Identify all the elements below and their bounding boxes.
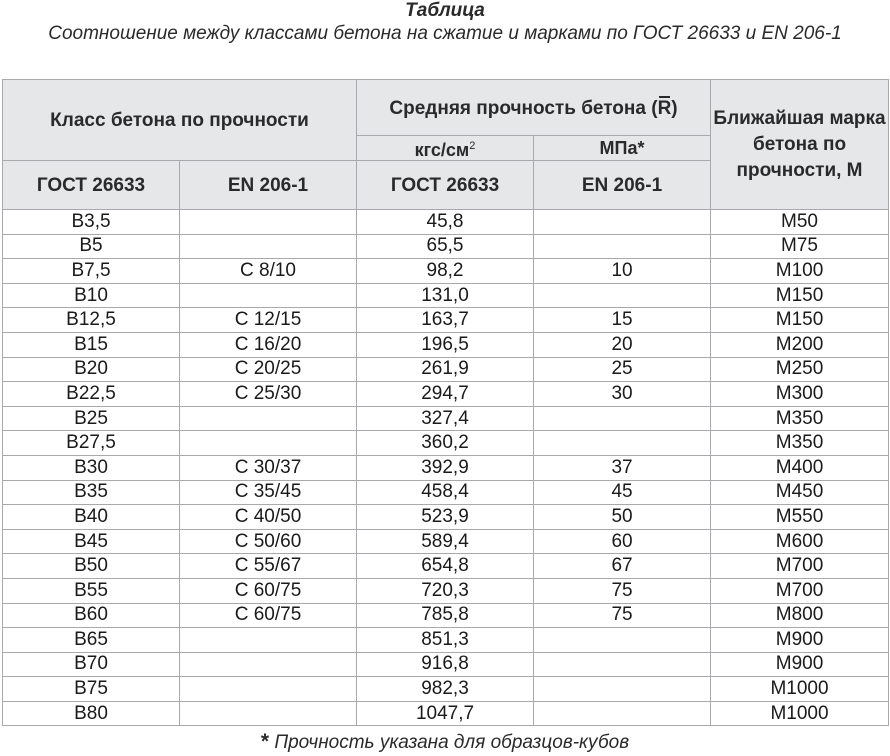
table-row <box>3 308 889 333</box>
header-unit-kgs <box>357 136 534 161</box>
table-header <box>3 80 889 210</box>
cell-mpa: 37 <box>534 455 711 480</box>
cell-en: C 35/45 <box>180 480 357 505</box>
cell-en <box>180 234 357 259</box>
cell-kgs: 294,7 <box>357 382 534 407</box>
cell-mpa: 20 <box>534 332 711 357</box>
cell-mpa <box>534 210 711 235</box>
cell-gost: B65 <box>3 628 180 653</box>
table-body <box>3 210 889 726</box>
cell-kgs: 785,8 <box>357 603 534 628</box>
cell-en <box>180 406 357 431</box>
table-row <box>3 554 889 579</box>
cell-kgs: 196,5 <box>357 332 534 357</box>
cell-gost: B70 <box>3 652 180 677</box>
cell-kgs: 327,4 <box>357 406 534 431</box>
table-row <box>3 628 889 653</box>
cell-gost: B75 <box>3 677 180 702</box>
cell-en: C 60/75 <box>180 578 357 603</box>
cell-gost: B40 <box>3 505 180 530</box>
cell-mpa: 15 <box>534 308 711 333</box>
cell-grade: M150 <box>711 283 889 308</box>
cell-grade: M75 <box>711 234 889 259</box>
cell-gost: B10 <box>3 283 180 308</box>
header-class-group: Класс бетона по прочности <box>3 80 357 161</box>
table-row <box>3 578 889 603</box>
cell-mpa: 67 <box>534 554 711 579</box>
cell-mpa: 75 <box>534 603 711 628</box>
cell-grade: M350 <box>711 431 889 456</box>
concrete-class-table <box>2 79 889 726</box>
cell-grade: M900 <box>711 652 889 677</box>
table-row <box>3 332 889 357</box>
cell-kgs: 45,8 <box>357 210 534 235</box>
footnote-text: Прочность указана для образцов-кубов <box>269 732 630 753</box>
cell-gost: B60 <box>3 603 180 628</box>
cell-en: C 30/37 <box>180 455 357 480</box>
cell-grade: M1000 <box>711 701 889 726</box>
cell-mpa <box>534 234 711 259</box>
cell-grade: M150 <box>711 308 889 333</box>
cell-grade: M50 <box>711 210 889 235</box>
cell-kgs: 654,8 <box>357 554 534 579</box>
cell-kgs: 98,2 <box>357 259 534 284</box>
footnote-star: * <box>260 730 270 753</box>
table-row <box>3 382 889 407</box>
cell-gost: B80 <box>3 701 180 726</box>
cell-grade: M700 <box>711 554 889 579</box>
cell-en <box>180 677 357 702</box>
table-row <box>3 406 889 431</box>
cell-gost: B30 <box>3 455 180 480</box>
cell-en: C 25/30 <box>180 382 357 407</box>
cell-mpa <box>534 406 711 431</box>
cell-grade: M600 <box>711 529 889 554</box>
table-caption-subtitle: Соотношение между классами бетона на сжатие и марками по ГОСТ 26633 и EN 206-1 <box>48 23 842 44</box>
cell-en <box>180 652 357 677</box>
cell-kgs: 65,5 <box>357 234 534 259</box>
cell-gost: B45 <box>3 529 180 554</box>
cell-gost: B15 <box>3 332 180 357</box>
cell-gost: B50 <box>3 554 180 579</box>
cell-kgs: 392,9 <box>357 455 534 480</box>
cell-kgs: 1047,7 <box>357 701 534 726</box>
header-col-en-2: EN 206-1 <box>534 161 711 210</box>
cell-grade: M800 <box>711 603 889 628</box>
cell-gost: B12,5 <box>3 308 180 333</box>
cell-mpa: 50 <box>534 505 711 530</box>
cell-gost: B25 <box>3 406 180 431</box>
table-row <box>3 701 889 726</box>
cell-grade: M200 <box>711 332 889 357</box>
cell-gost: B5 <box>3 234 180 259</box>
table-row <box>3 505 889 530</box>
cell-mpa: 25 <box>534 357 711 382</box>
cell-kgs: 523,9 <box>357 505 534 530</box>
cell-kgs: 131,0 <box>357 283 534 308</box>
table-row <box>3 259 889 284</box>
cell-en <box>180 628 357 653</box>
cell-kgs: 261,9 <box>357 357 534 382</box>
cell-kgs: 916,8 <box>357 652 534 677</box>
cell-kgs: 360,2 <box>357 431 534 456</box>
cell-kgs: 589,4 <box>357 529 534 554</box>
cell-mpa: 45 <box>534 480 711 505</box>
table-row <box>3 529 889 554</box>
cell-gost: B27,5 <box>3 431 180 456</box>
cell-grade: M100 <box>711 259 889 284</box>
cell-grade: M900 <box>711 628 889 653</box>
cell-kgs: 163,7 <box>357 308 534 333</box>
header-col-gost: ГОСТ 26633 <box>3 161 180 210</box>
header-strength-group <box>357 80 711 136</box>
cell-en: C 60/75 <box>180 603 357 628</box>
cell-mpa <box>534 677 711 702</box>
cell-mpa: 75 <box>534 578 711 603</box>
table-row <box>3 234 889 259</box>
cell-en <box>180 210 357 235</box>
cell-gost: B3,5 <box>3 210 180 235</box>
table-row <box>3 431 889 456</box>
cell-grade: M350 <box>711 406 889 431</box>
cell-gost: B20 <box>3 357 180 382</box>
cell-mpa <box>534 701 711 726</box>
table-row <box>3 652 889 677</box>
header-strength-close: ) <box>671 98 678 119</box>
cell-mpa <box>534 431 711 456</box>
cell-gost: B7,5 <box>3 259 180 284</box>
cell-gost: B22,5 <box>3 382 180 407</box>
table-row <box>3 455 889 480</box>
cell-en <box>180 283 357 308</box>
cell-kgs: 458,4 <box>357 480 534 505</box>
cell-kgs: 720,3 <box>357 578 534 603</box>
cell-kgs: 851,3 <box>357 628 534 653</box>
cell-en: C 8/10 <box>180 259 357 284</box>
cell-grade: M400 <box>711 455 889 480</box>
cell-en: C 16/20 <box>180 332 357 357</box>
cell-kgs: 982,3 <box>357 677 534 702</box>
table-row <box>3 603 889 628</box>
cell-grade: M250 <box>711 357 889 382</box>
cell-gost: B55 <box>3 578 180 603</box>
header-unit-kgs-text: кгс/см <box>414 140 470 160</box>
header-strength-symbol: R <box>658 95 672 120</box>
table-row <box>3 677 889 702</box>
table-row <box>3 357 889 382</box>
cell-grade: M550 <box>711 505 889 530</box>
cell-grade: M1000 <box>711 677 889 702</box>
cell-en: C 40/50 <box>180 505 357 530</box>
cell-mpa: 30 <box>534 382 711 407</box>
table-caption-title: Таблица <box>405 0 485 21</box>
cell-grade: M450 <box>711 480 889 505</box>
table-row <box>3 283 889 308</box>
cell-mpa <box>534 652 711 677</box>
cell-gost: B35 <box>3 480 180 505</box>
header-col-gost-2: ГОСТ 26633 <box>357 161 534 210</box>
cell-mpa: 60 <box>534 529 711 554</box>
cell-en: C 20/25 <box>180 357 357 382</box>
cell-grade: M700 <box>711 578 889 603</box>
cell-en: C 12/15 <box>180 308 357 333</box>
cell-grade: M300 <box>711 382 889 407</box>
table-row <box>3 480 889 505</box>
header-unit-kgs-sup: 2 <box>469 140 476 152</box>
cell-mpa <box>534 283 711 308</box>
header-grade: Ближайшая марка бетона по прочности, М <box>711 80 889 210</box>
cell-en <box>180 431 357 456</box>
header-unit-mpa: МПа* <box>534 136 711 161</box>
header-col-en: EN 206-1 <box>180 161 357 210</box>
header-strength-text: Средняя прочность бетона ( <box>389 98 658 119</box>
cell-en: C 50/60 <box>180 529 357 554</box>
table-row <box>3 210 889 235</box>
cell-mpa: 10 <box>534 259 711 284</box>
cell-en <box>180 701 357 726</box>
footnote <box>0 730 890 755</box>
cell-mpa <box>534 628 711 653</box>
cell-en: C 55/67 <box>180 554 357 579</box>
